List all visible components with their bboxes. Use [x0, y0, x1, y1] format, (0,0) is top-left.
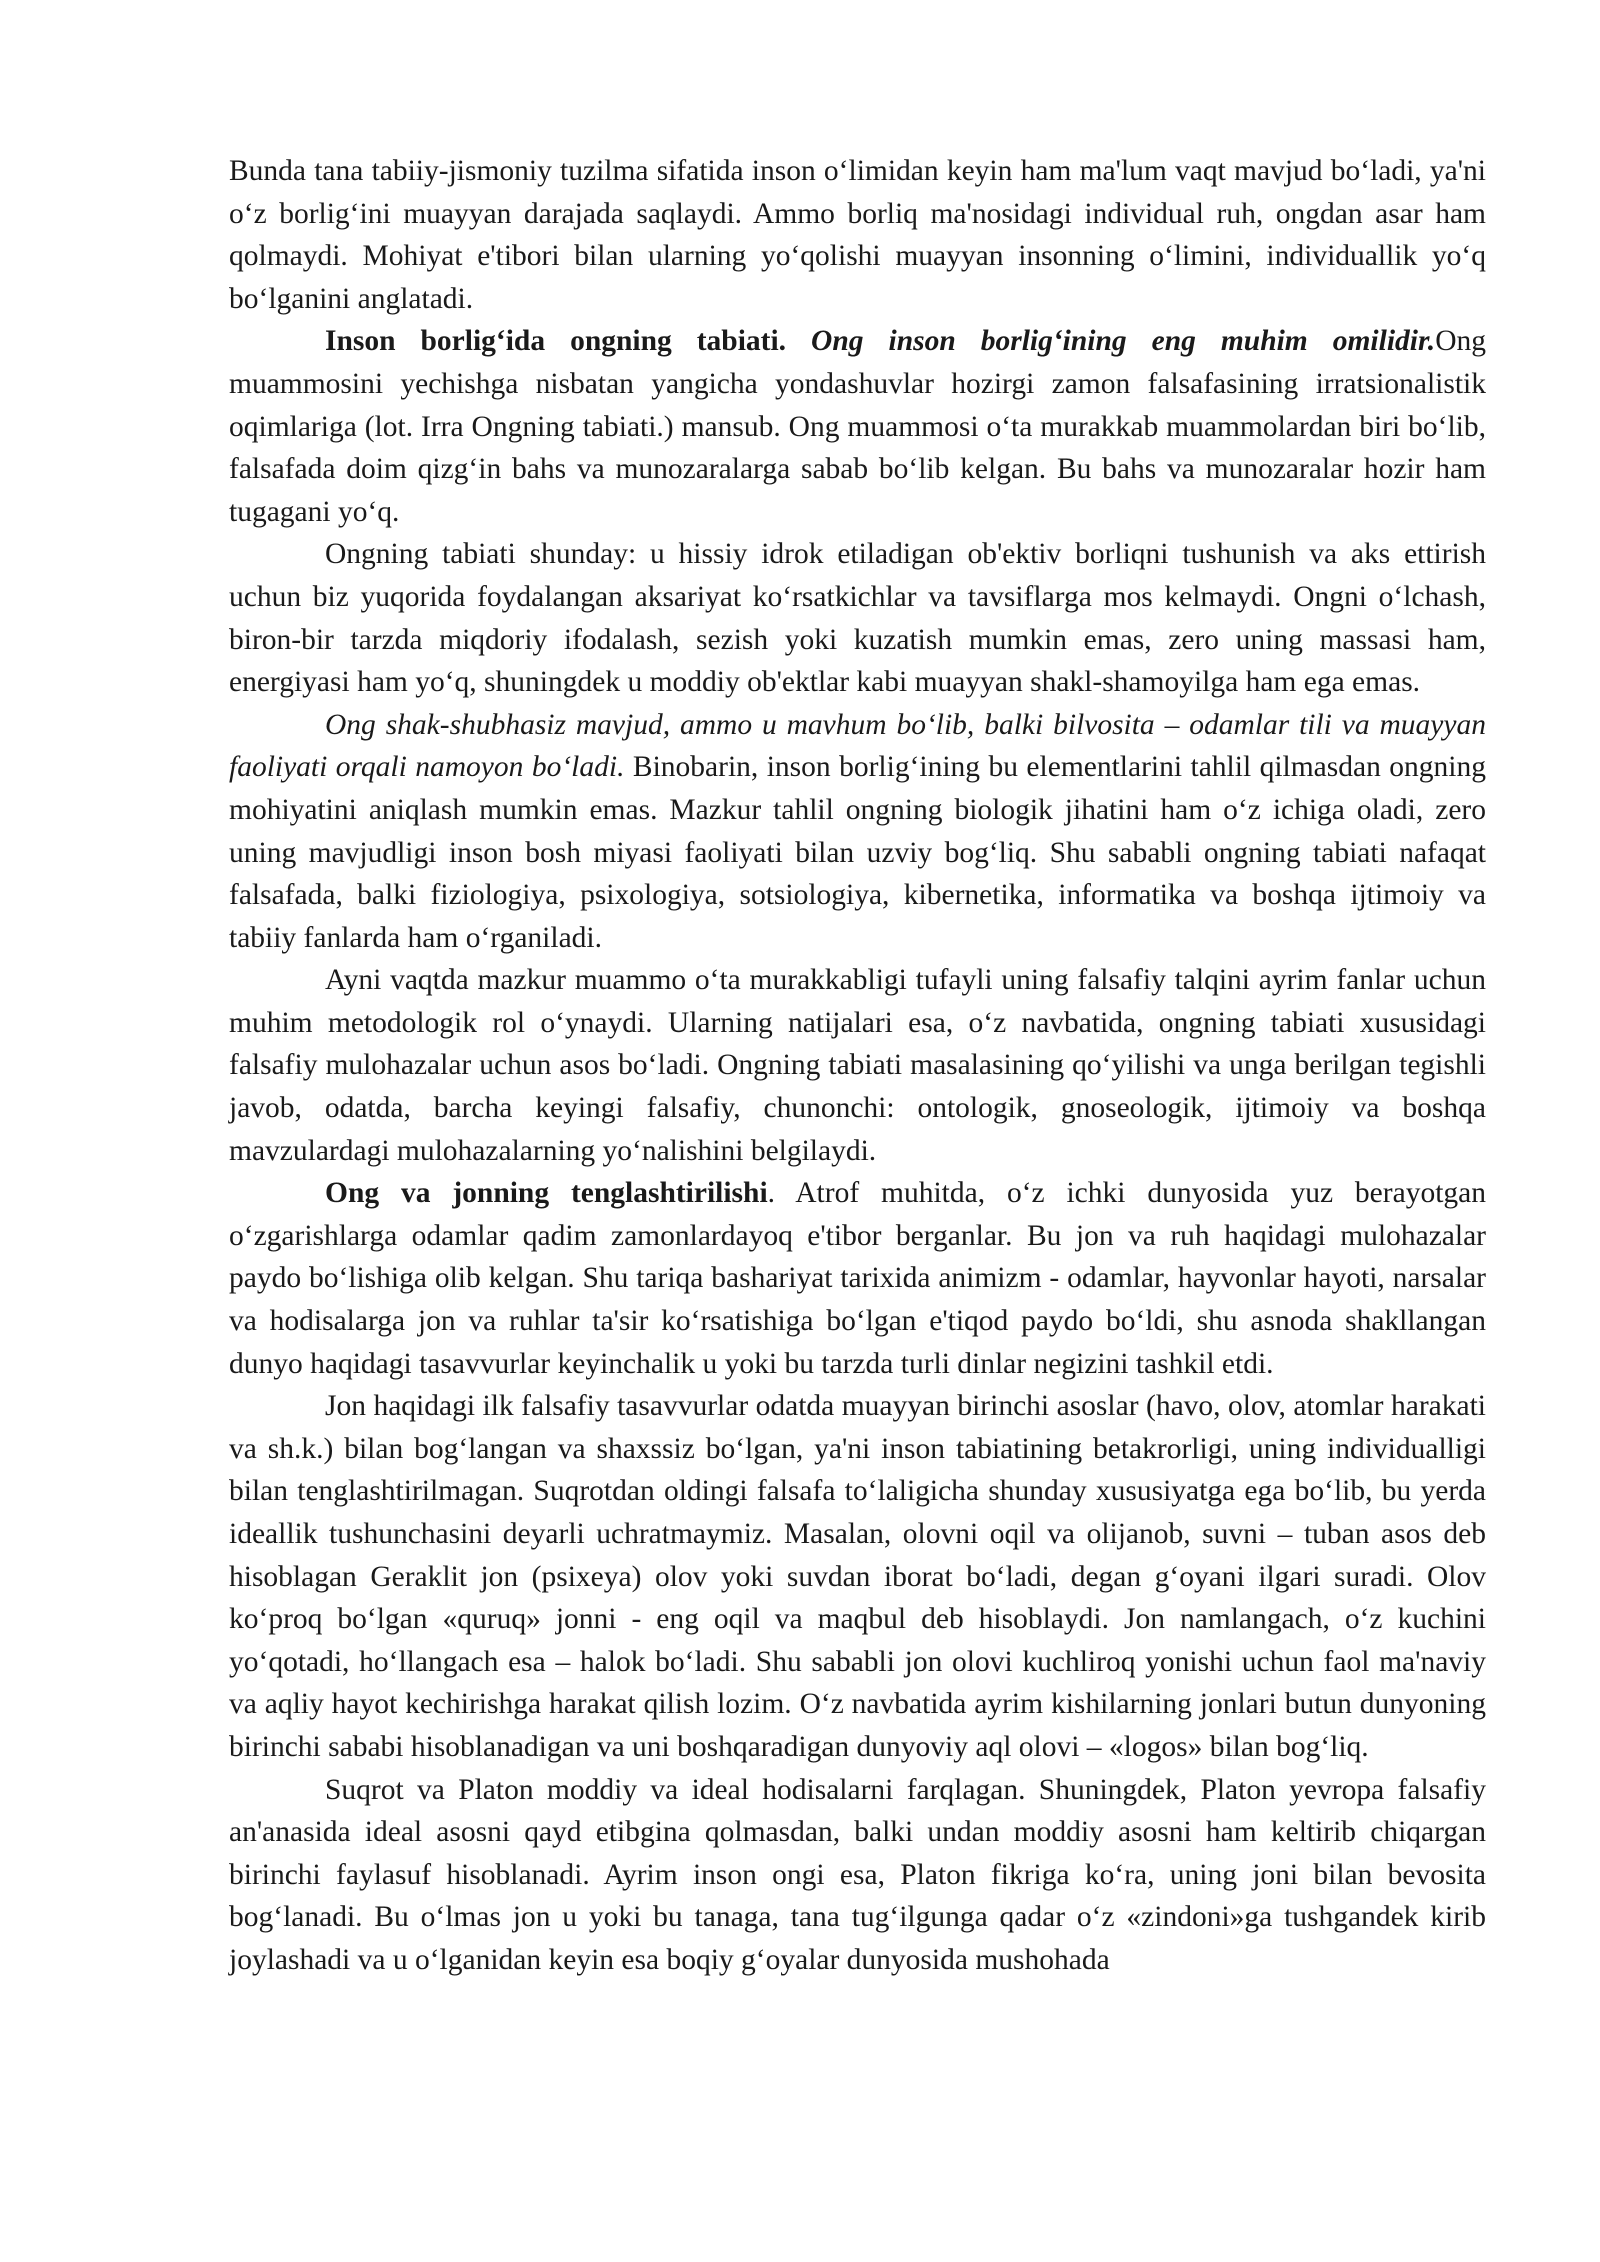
paragraph: [229, 704, 1486, 960]
key-statement: Ong inson borlig‘ining eng muhim omilidir.: [811, 325, 1436, 358]
paragraph-text: Ayni vaqtda mazkur muammo o‘ta murakkabligi tufayli uning falsafiy talqini ayrim fanlar uchun muhim metodologik rol o‘ynaydi. Ularning natijalari esa, o‘z navbatida, ongning tabiati xususidagi falsafiy mulohazalar uchun asos bo‘ladi. Ongning tabiati masalasining qo‘yilishi va unga berilgan tegishli javob, odatda, barcha keyingi falsafiy, chunonchi: ontologik, gnoseologik, ijtimoiy va boshqa mavzulardagi mulohazalarning yo‘nalishini belgilaydi.: [229, 964, 1486, 1167]
paragraph-text: Ongning tabiati shunday: u hissiy idrok etiladigan ob'ektiv borliqni tushunish va aks ettirish uchun biz yuqorida foydalangan aksariyat ko‘rsatkichlar va tavsiflarga mos kelmaydi. Ongni o‘lchash, biron-bir tarzda miqdoriy ifodalash, sezish yoki kuzatish mumkin emas, zero uning massasi ham, energiyasi ham yo‘q, shuningdek u moddiy ob'ektlar kabi muayyan shakl-shamoyilga ham ega emas.: [229, 538, 1486, 699]
paragraph-text: Ong muammosini yechishga nisbatan yangicha yondashuvlar hozirgi zamon falsafasining irratsionalistik oqimlariga (lot. Irra Ongning tabiati.) mansub. Ong muammosi o‘ta murakkab muammolardan biri bo‘lib, falsafada doim qizg‘in bahs va munozaralarga sabab bo‘lib kelgan. Bu bahs va munozaralar hozir ham tugagani yo‘q.: [229, 325, 1486, 528]
paragraph: [229, 1769, 1486, 1982]
paragraph: [229, 1172, 1486, 1385]
paragraph-text: Jon haqidagi ilk falsafiy tasavvurlar odatda muayyan birinchi asoslar (havo, olov, atomlar harakati va sh.k.) bilan bog‘langan va shaxssiz bo‘lgan, ya'ni inson tabiatining betakrorligi, uning individualligi bilan tenglashtirilmagan. Suqrotdan oldingi falsafa to‘laligicha shunday xususiyatga ega bo‘lib, bu yerda ideallik tushunchasini deyarli uchratmaymiz. Masalan, olovni oqil va olijanob, suvni – tuban asos deb hisoblagan Geraklit jon (psixeya) olov yoki suvdan iborat bo‘ladi, degan g‘oyani ilgari suradi. Olov ko‘proq bo‘lgan «quruq» jonni - eng oqil va maqbul deb hisoblaydi. Jon namlangach, o‘z kuchini yo‘qotadi, ho‘llangach esa – halok bo‘ladi. Shu sababli jon olovi kuchliroq yonishi uchun faol ma'naviy va aqliy hayot kechirishga harakat qilish lozim. O‘z navbatida ayrim kishilarning jonlari butun dunyoning birinchi sababi hisoblanadigan va uni boshqaradigan dunyoviy aql olovi – «logos» bilan bog‘liq.: [229, 1390, 1486, 1763]
paragraph: [229, 1385, 1486, 1768]
paragraph: [229, 959, 1486, 1172]
emphasized-text: Ong shak-shubhasiz mavjud, ammo u mavhum bo‘lib, balki bilvosita – odamlar tili va muayyan faoliyati orqali namoyon bo‘ladi.: [229, 708, 1486, 784]
paragraph-text: [786, 325, 811, 357]
document-page: [229, 150, 1486, 1982]
paragraph-text: Suqrot va Platon moddiy va ideal hodisalarni farqlagan. Shuningdek, Platon yevropa falsafiy an'anasida ideal asosni qayd etibgina qolmasdan, balki undan moddiy asosni ham keltirib chiqargan birinchi faylasuf hisoblanadi. Ayrim inson ongi esa, Platon fikriga ko‘ra, uning joni bilan bevosita bog‘lanadi. Bu o‘lmas jon u yoki bu tanaga, tana tug‘ilgunga qadar o‘z «zindoni»ga tushgandek kirib joylashadi va u o‘lganidan keyin esa boqiy g‘oyalar dunyosida mushohada: [229, 1773, 1486, 1976]
paragraph-text: . Atrof muhitda, o‘z ichki dunyosida yuz berayotgan o‘zgarishlarga odamlar qadim zamonlardayoq e'tibor berganlar. Bu jon va ruh haqidagi mulohazalar paydo bo‘lishiga olib kelgan. Shu tariqa bashariyat tarixida animizm - odamlar, hayvonlar hayoti, narsalar va hodisalarga jon va ruhlar ta'sir ko‘rsatishiga bo‘lgan e'tiqod paydo bo‘ldi, shu asnoda shakllangan dunyo haqidagi tasavvurlar keyinchalik u yoki bu tarzda turli dinlar negizini tashkil etdi.: [229, 1177, 1486, 1380]
paragraph-text: Bunda tana tabiiy-jismoniy tuzilma sifatida inson o‘limidan keyin ham ma'lum vaqt mavjud bo‘ladi, ya'ni o‘z borlig‘ini muayyan darajada saqlaydi. Ammo borliq ma'nosidagi individual ruh, ongdan asar ham qolmaydi. Mohiyat e'tibori bilan ularning yo‘qolishi muayyan insonning o‘limini, individuallik yo‘q bo‘lganini anglatadi.: [229, 155, 1486, 315]
paragraph: [229, 320, 1486, 533]
paragraph-text: Binobarin, inson borlig‘ining bu elementlarini tahlil qilmasdan ongning mohiyatini aniqlash mumkin emas. Mazkur tahlil ongning biologik jihatini ham o‘z ichiga oladi, zero uning mavjudligi inson bosh miyasi faoliyati bilan uzviy bog‘liq. Shu sababli ongning tabiati nafaqat falsafada, balki fiziologiya, psixologiya, sotsiologiya, kibernetika, informatika va boshqa ijtimoiy va tabiiy fanlarda ham o‘rganiladi.: [229, 751, 1486, 954]
paragraph: [229, 533, 1486, 703]
section-heading: Inson borlig‘ida ongning tabiati.: [325, 325, 787, 358]
section-heading: Ong va jonning tenglashtirilishi: [325, 1177, 768, 1210]
paragraph: [229, 150, 1486, 320]
